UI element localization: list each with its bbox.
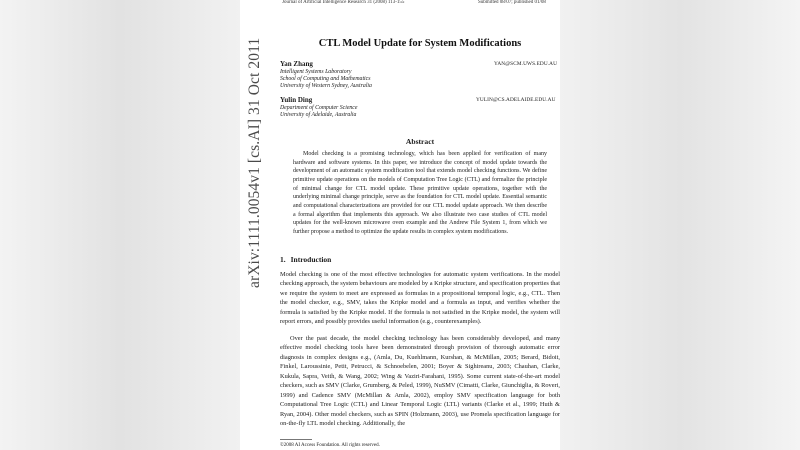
section-heading bbox=[280, 255, 331, 264]
journal-header: Journal of Artificial Intelligence Research 31 (2008) 113-155 bbox=[282, 0, 405, 5]
affiliation-line: University of Western Sydney, Australia bbox=[280, 83, 372, 89]
paper-title: CTL Model Update for System Modifications bbox=[318, 38, 522, 49]
body-paragraph: Model checking is one of the most effective technologies for automatic system verifications. In the model checking approach, the system behaviours are modeled by a Kripke structure, and specification properties that we require the system to meet are expressed as formulas in a propositional temporal logic, e.g., CTL. Then the model checker, e.g., SMV, takes the Kripke model and a formula as input, and verifies whether the formula is satisfied by the Kripke model. If the formula is not satisfied in the Kripke model, the system will report errors, and possibly provides useful information (e.g., counterexamples). bbox=[280, 271, 560, 326]
author-name: Yan Zhang bbox=[280, 60, 313, 68]
background-left bbox=[0, 0, 240, 450]
affiliation-line: Intelligent Systems Laboratory bbox=[280, 69, 352, 75]
abstract-heading: Abstract bbox=[405, 137, 435, 146]
copyright-footnote: ©2008 AI Access Foundation. All rights reserved. bbox=[280, 443, 380, 448]
affiliation-line: Department of Computer Science bbox=[280, 105, 358, 111]
section-number: 1. bbox=[280, 255, 286, 264]
author-email: YAN@SCM.UWS.EDU.AU bbox=[494, 61, 558, 67]
author-affiliation bbox=[280, 105, 357, 119]
author-name: Yulin Ding bbox=[280, 96, 313, 104]
footnote-divider bbox=[280, 439, 312, 440]
background-right bbox=[560, 0, 800, 450]
submission-dates: Submitted 08/07; published 01/08 bbox=[478, 0, 546, 5]
author-affiliation bbox=[280, 69, 372, 90]
body-paragraph: Over the past decade, the model checking technology has been considerably developed, and many effective model checking tools have been demonstrated through provision of thorough automatic error diagnosis in complex designs e.g., (Amla, Du, Kuehlmann, Kurshan, & McMillan, 2005; Berard, Bidoit, Finkel, Laroussinie, Petit, Petrucci, & Schnoebelen, 2001; Boyer & Sighireanu, 2003; Chauhan, Clarke, Kukula, Sapra, Veith, & Wang, 2002; Wing & Vaziri-Farahani, 1995). Some current state-of-the-art model checkers, such as SMV (Clarke, Grumberg, & Peled, 1999), NuSMV (Cimatti, Clarke, Giunchiglia, & Roveri, 1999) and Cadence SMV (McMillan & Amla, 2002), employ SMV specification language for both Computational Tree Logic (CTL) and Linear Temporal Logic (LTL) variants (Clarke et al., 1999; Huth & Ryan, 2004). Other model checkers, such as SPIN (Holzmann, 2003), use Promela specification language for on-the-fly LTL model checking. Additionally, the bbox=[280, 335, 560, 428]
section-title: Introduction bbox=[290, 255, 332, 264]
arxiv-identifier: arXiv:1111.0054v1 [cs.AI] 31 Oct 2011 bbox=[246, 37, 263, 288]
affiliation-line: University of Adelaide, Australia bbox=[280, 112, 357, 118]
author-email: YULIN@CS.ADELAIDE.EDU.AU bbox=[476, 97, 556, 103]
affiliation-line: School of Computing and Mathematics bbox=[280, 76, 371, 82]
abstract-body: Model checking is a promising technology, which has been applied for verification of many hardware and software systems. In this paper, we introduce the concept of model update towards the development of an automatic system modification tool that extends model checking functions. We define primitive update operations on the models of Computation Tree Logic (CTL) and formalize the principle of minimal change for CTL model update. These primitive update operations, together with the underlying minimal change principle, serve as the foundation for CTL model update. Essential semantic and computational characterizations are provided for our CTL model update approach. We then describe a formal algorithm that implements this approach. We also illustrate two case studies of CTL model updates for the well-known microwave oven example and the Andrew File System 1, from which we further propose a method to optimize the update results in complex system modifications. bbox=[293, 151, 547, 235]
